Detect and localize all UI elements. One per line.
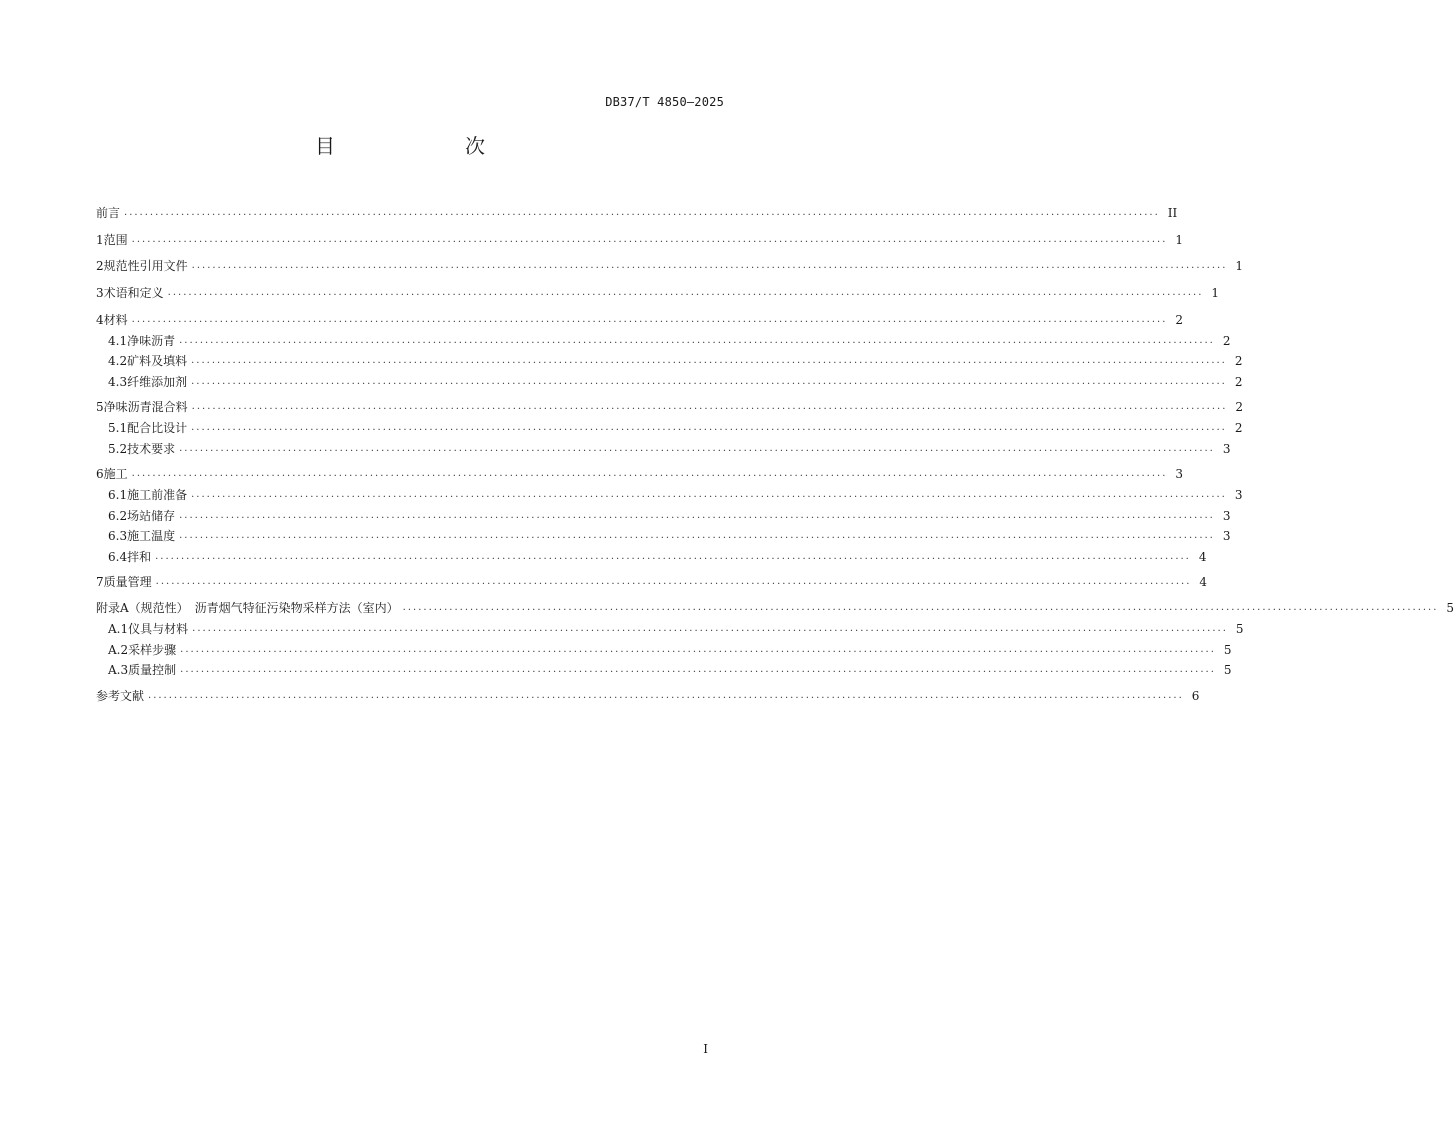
toc-entry[interactable] bbox=[108, 642, 1232, 658]
toc-entry[interactable] bbox=[96, 312, 1184, 328]
toc-entry-number: 4.1 bbox=[108, 334, 128, 348]
toc-leader-dots: ........................................................................................................................................................................................................ bbox=[179, 335, 1215, 346]
toc-entry[interactable] bbox=[96, 600, 1454, 616]
toc-entry-number: 1 bbox=[96, 233, 104, 247]
toc-entry[interactable] bbox=[108, 353, 1243, 369]
toc-entry-label: 配合比设计 bbox=[127, 421, 188, 435]
toc-entry-page: 3 bbox=[1175, 467, 1184, 481]
toc-entry-label: 净味沥青 bbox=[127, 334, 176, 348]
toc-leader-dots: ........................................................................................................................................................................................................ bbox=[155, 576, 1192, 587]
toc-entry-label: 纤维添加剂 bbox=[127, 375, 188, 389]
toc-entry[interactable] bbox=[96, 205, 1178, 221]
toc-entry-label: 术语和定义 bbox=[103, 286, 164, 300]
toc-entry-label: 施工前准备 bbox=[127, 488, 188, 502]
toc-entry[interactable] bbox=[108, 374, 1243, 390]
toc-entry-label: 质量控制 bbox=[128, 663, 177, 677]
toc-entry[interactable] bbox=[96, 258, 1244, 274]
toc-entry-label: 拌和 bbox=[127, 550, 152, 564]
toc-entry-label: 矿料及填料 bbox=[127, 354, 188, 368]
toc-leader-dots: ........................................................................................................................................................................................................ bbox=[131, 314, 1168, 325]
toc-entry-page: 3 bbox=[1222, 529, 1231, 543]
toc-entry-number: 6.4 bbox=[108, 550, 128, 564]
toc-entry-page: 1 bbox=[1211, 286, 1220, 300]
toc-entry-label: 仪具与材料 bbox=[128, 622, 189, 636]
page-title: 目 次 bbox=[315, 134, 515, 158]
toc-entry[interactable] bbox=[108, 508, 1231, 524]
toc-leader-dots: ........................................................................................................................................................................................................ bbox=[402, 602, 1439, 613]
toc-entry-page: II bbox=[1167, 206, 1178, 220]
document-code: DB37/T 4850—2025 bbox=[605, 95, 724, 109]
toc-entry-page: 2 bbox=[1234, 375, 1243, 389]
toc-entry-page: 4 bbox=[1198, 550, 1207, 564]
toc-entry-number: 6.2 bbox=[108, 509, 128, 523]
toc-leader-dots: ........................................................................................................................................................................................................ bbox=[192, 623, 1228, 634]
toc-entry[interactable] bbox=[108, 441, 1231, 457]
toc-entry-number: 4.2 bbox=[108, 354, 128, 368]
toc-entry-page: 5 bbox=[1446, 601, 1454, 615]
toc-leader-dots: ........................................................................................................................................................................................................ bbox=[155, 551, 1191, 562]
toc-leader-dots: ........................................................................................................................................................................................................ bbox=[191, 401, 1228, 412]
toc-entry-number: 4.3 bbox=[108, 375, 128, 389]
toc-leader-dots: ........................................................................................................................................................................................................ bbox=[179, 443, 1215, 454]
toc-entry-page: 2 bbox=[1235, 400, 1244, 414]
toc-entry[interactable] bbox=[108, 549, 1207, 565]
toc-entry[interactable] bbox=[96, 466, 1184, 482]
toc-entry[interactable] bbox=[96, 285, 1220, 301]
footer-page-number: I bbox=[703, 1042, 708, 1056]
toc-entry-number: 2 bbox=[96, 259, 104, 273]
toc-entry-label: 净味沥青混合料 bbox=[103, 400, 188, 414]
toc-entry-label: 附录A（规范性） 沥青烟气特征污染物采样方法（室内） bbox=[96, 601, 399, 615]
toc-entry[interactable] bbox=[108, 621, 1244, 637]
toc-entry-label: 规范性引用文件 bbox=[103, 259, 188, 273]
toc-leader-dots: ........................................................................................................................................................................................................ bbox=[191, 422, 1227, 433]
toc-entry-number: 4 bbox=[96, 313, 104, 327]
toc-leader-dots: ........................................................................................................................................................................................................ bbox=[131, 234, 1168, 245]
toc-entry[interactable] bbox=[96, 574, 1208, 590]
toc-leader-dots: ........................................................................................................................................................................................................ bbox=[180, 664, 1216, 675]
toc-entry[interactable] bbox=[96, 688, 1200, 704]
toc-leader-dots: ........................................................................................................................................................................................................ bbox=[124, 207, 1160, 218]
toc-entry-number: 5.2 bbox=[108, 442, 128, 456]
toc-entry[interactable] bbox=[96, 399, 1244, 415]
toc-leader-dots: ........................................................................................................................................................................................................ bbox=[167, 287, 1204, 298]
toc-leader-dots: ........................................................................................................................................................................................................ bbox=[180, 644, 1216, 655]
toc-entry-page: 5 bbox=[1223, 663, 1232, 677]
toc-leader-dots: ........................................................................................................................................................................................................ bbox=[191, 260, 1228, 271]
toc-entry-label: 技术要求 bbox=[127, 442, 176, 456]
toc-entry-label: 前言 bbox=[96, 206, 121, 220]
toc-entry-label: 采样步骤 bbox=[128, 643, 177, 657]
toc-entry-number: A.1 bbox=[108, 622, 129, 636]
toc-entry-label: 场站储存 bbox=[127, 509, 176, 523]
toc-leader-dots: ........................................................................................................................................................................................................ bbox=[191, 376, 1227, 387]
toc-entry-number: A.3 bbox=[108, 663, 129, 677]
toc-entry[interactable] bbox=[108, 333, 1231, 349]
toc-entry-number: A.2 bbox=[108, 643, 129, 657]
toc-entry-page: 2 bbox=[1222, 334, 1231, 348]
toc-entry[interactable] bbox=[108, 420, 1243, 436]
toc-leader-dots: ........................................................................................................................................................................................................ bbox=[179, 530, 1215, 541]
toc-entry[interactable] bbox=[108, 487, 1243, 503]
toc-entry-page: 3 bbox=[1234, 488, 1243, 502]
toc-entry[interactable] bbox=[108, 528, 1231, 544]
toc-entry-label: 材料 bbox=[103, 313, 128, 327]
toc-entry-page: 5 bbox=[1235, 622, 1244, 636]
toc-entry-number: 6.3 bbox=[108, 529, 128, 543]
toc-entry-page: 2 bbox=[1234, 421, 1243, 435]
toc-entry-label: 施工温度 bbox=[127, 529, 176, 543]
toc-leader-dots: ........................................................................................................................................................................................................ bbox=[191, 489, 1227, 500]
toc-entry-page: 3 bbox=[1222, 509, 1231, 523]
toc-entry-page: 3 bbox=[1222, 442, 1231, 456]
toc-entry-page: 5 bbox=[1223, 643, 1232, 657]
toc-entry-page: 2 bbox=[1234, 354, 1243, 368]
toc-leader-dots: ........................................................................................................................................................................................................ bbox=[131, 468, 1168, 479]
toc-entry-label: 施工 bbox=[103, 467, 128, 481]
toc-entry[interactable] bbox=[108, 662, 1232, 678]
toc-leader-dots: ........................................................................................................................................................................................................ bbox=[179, 510, 1215, 521]
toc-entry-number: 5.1 bbox=[108, 421, 128, 435]
toc-entry-page: 4 bbox=[1199, 575, 1208, 589]
toc-entry[interactable] bbox=[96, 232, 1184, 248]
toc-entry-page: 6 bbox=[1191, 689, 1200, 703]
toc-leader-dots: ........................................................................................................................................................................................................ bbox=[148, 690, 1184, 701]
toc-entry-number: 6 bbox=[96, 467, 104, 481]
toc-entry-label: 质量管理 bbox=[103, 575, 152, 589]
toc-entry-label: 参考文献 bbox=[96, 689, 145, 703]
toc-entry-page: 1 bbox=[1235, 259, 1244, 273]
toc-entry-page: 2 bbox=[1175, 313, 1184, 327]
toc-entry-page: 1 bbox=[1175, 233, 1184, 247]
toc-leader-dots: ........................................................................................................................................................................................................ bbox=[191, 355, 1227, 366]
toc-entry-label: 范围 bbox=[103, 233, 128, 247]
toc-entry-number: 3 bbox=[96, 286, 104, 300]
toc-entry-number: 6.1 bbox=[108, 488, 128, 502]
toc-entry-number: 7 bbox=[96, 575, 104, 589]
toc-entry-number: 5 bbox=[96, 400, 104, 414]
